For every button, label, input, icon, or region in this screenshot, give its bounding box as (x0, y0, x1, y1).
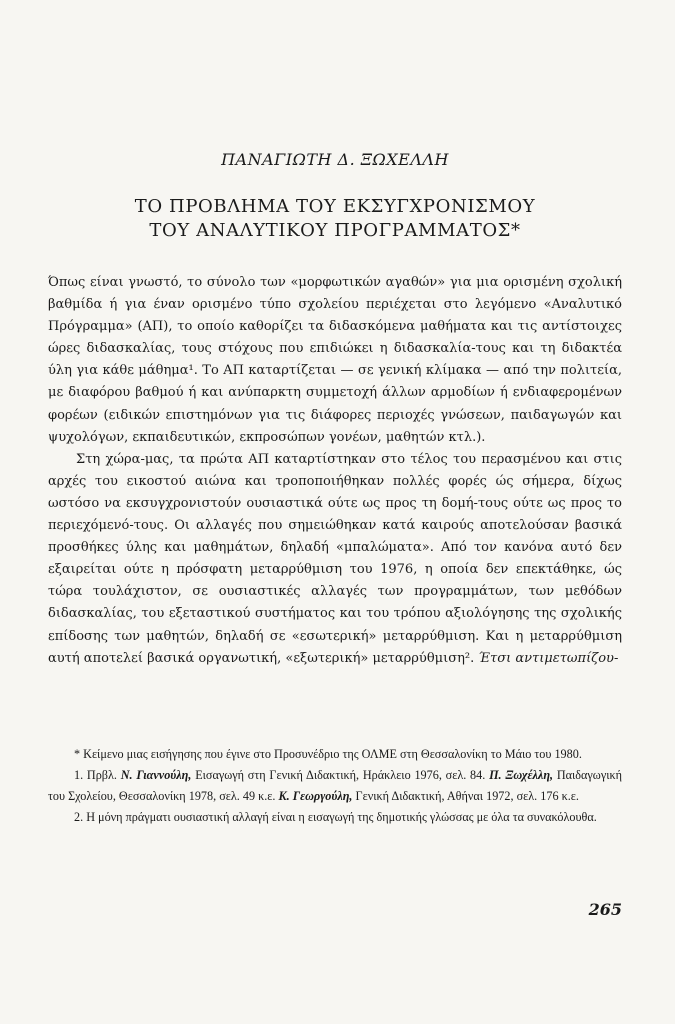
article-title (48, 195, 622, 243)
title-line-1: ΤΟ ΠΡΟΒΛΗΜΑ ΤΟΥ ΕΚΣΥΓΧΡΟΝΙΣΜΟΥ (134, 196, 536, 217)
footnote-2: 2. Η μόνη πράγματι ουσιαστική αλλαγή είναι η εισαγωγή της δημοτικής γλώσσας με όλα τα συνακόλουθα. (74, 810, 597, 824)
footnote-1 (48, 765, 622, 807)
paragraph-1: Όπως είναι γνωστό, το σύνολο των «μορφωτικών αγαθών» για μια ορισμένη σχολική βαθμίδα ή για έναν ορισμένο τύπο σχολείου περιέχεται στο λεγόμενο «Αναλυτικό Πρόγραμμα» (ΑΠ), το οποίο καθορίζει τα διδασκόμενα μαθήματα και τις αντίστοιχες ώρες διδασκαλίας, τους στόχους που επιδιώκει η διδασκαλία-τους και τη διδακτέα ύλη για κάθε μάθημα¹. Το ΑΠ καταρτίζεται — σε γενική κλίμακα — από την πολιτεία, με διαφόρου βαθμού ή και ανύπαρκτη συμμετοχή άλλων αρμοδίων ή ενδιαφερομένων φορέων (ειδικών επιστημόνων για τις διάφορες περιοχές γνώσεων, παιδαγωγών και ψυχολόγων, εκπαιδευτικών, εκπροσώπων γονέων, μαθητών κτλ.). (48, 275, 622, 445)
paragraph-2 (48, 449, 622, 670)
title-line-2: ΤΟΥ ΑΝΑΛΥΤΙΚΟΥ ΠΡΟΓΡΑΜΜΑΤΟΣ* (149, 220, 521, 241)
paragraph-2-text: Στη χώρα-μας, τα πρώτα ΑΠ καταρτίστηκαν στο τέλος του περασμένου και στις αρχές του εικοστού αιώνα και τροποποιήθηκαν πολλές φορές ώς σήμερα, δίχως ωστόσο να εκσυγχρονιστούν ουσιαστικά ούτε ως προς τη δομή-τους ούτε ως προς το περιεχόμενό-τους. Οι αλλαγές που σημειώθηκαν κατά καιρούς αποτελούσαν βασικά προσθήκες ύλης και μαθημάτων, δηλαδή «μπαλώματα». Από τον κανόνα αυτό δεν εξαιρείται ούτε η πρόσφατη μεταρρύθμιση του 1976, η οποία δεν επεκτάθηκε, ώς τώρα τουλάχιστον, σε ουσιαστικές αλλαγές των προγραμμάτων, των μεθόδων διδασκαλίας, του εξεταστικού συστήματος και του τρόπου αξιολόγησης της σχολικής επίδοσης των μαθητών, δηλαδή σε «εσωτερική» μεταρρύθμιση. Και η μεταρρύθμιση αυτή αποτελεί βασικά οργανωτική, «εξωτερική» μεταρρύθμιση². (48, 451, 622, 666)
footnote-1-author-c: Κ. Γεωργούλη, (278, 789, 353, 803)
article-body (48, 272, 622, 670)
footnote-1-author-a: Ν. Γιαννούλη, (120, 768, 192, 782)
footnote-1-text-d: Γενική Διδακτική, Αθήναι 1972, σελ. 176 κ.ε. (352, 789, 579, 803)
footnote-star: * Κείμενο μιας εισήγησης που έγινε στο Προσυνέδριο της ΟΛΜΕ στη Θεσσαλονίκη το Μάιο του 1980. (74, 747, 582, 761)
paragraph-2-continuation: Έτσι αντιμετωπίζου- (478, 650, 619, 666)
footnotes (48, 744, 622, 828)
page (48, 0, 622, 1024)
footnote-1-text-b: Εισαγωγή στη Γενική Διδακτική, Ηράκλειο 1976, σελ. 84. (191, 768, 490, 782)
page-number: 265 (588, 900, 622, 919)
footnote-1-text-a: 1. Πρβλ. (74, 768, 121, 782)
footnote-1-text-c: Παιδαγωγική του Σχολείου, Θεσσαλονίκη 1978, σελ. 49 κ.ε. (48, 768, 623, 803)
footnote-1-author-b: Π. Ξωχέλλη, (489, 768, 554, 782)
author-name: ΠΑΝΑΓΙΩΤΗ Δ. ΞΩΧΕΛΛΗ (221, 150, 449, 169)
